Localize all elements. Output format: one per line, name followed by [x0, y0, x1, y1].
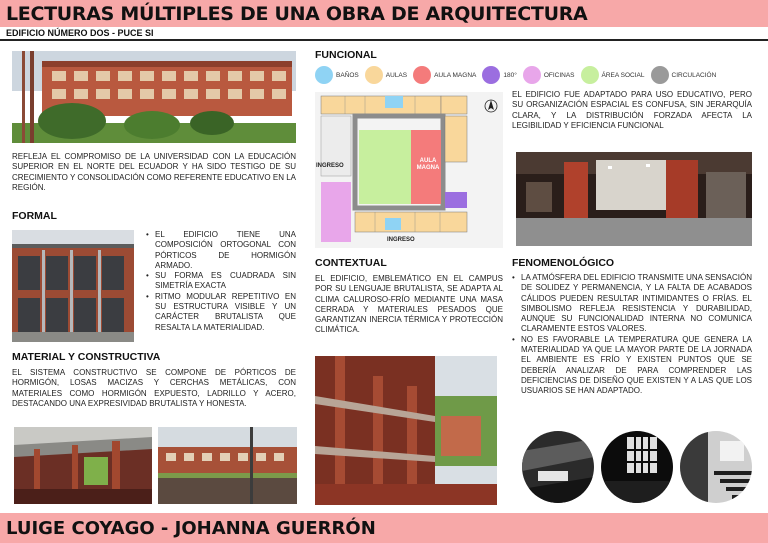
- fenomenologico-bullets: [512, 273, 752, 397]
- fenomenologico-bullet: • LA ATMÓSFERA DEL EDIFICIO TRANSMITE UNA SENSACIÓN DE SOLIDEZ Y PERMANENCIA, Y LA FALTA DE ACABADOS CÁLIDOS PUEDEN RESULTAR INTIMIDANTES O FRÍAS. EL SIMBOLISMO REFLEJA RESISTENCIA Y DURABILIDAD, AUNQUE SU FUNCIONALIDAD INTERNA NO COMUNICA CLARAMENTE ESTOS VALORES.: [512, 273, 752, 335]
- legend-item-circulacion: [651, 66, 717, 84]
- building-exterior-photo: [12, 51, 296, 143]
- legend-item-180: [482, 66, 516, 84]
- page-title: LECTURAS MÚLTIPLES DE UNA OBRA DE ARQUITECTURA: [6, 3, 588, 25]
- legend-swatch: [482, 66, 500, 84]
- legend-item-oficinas: [523, 66, 575, 84]
- page-subtitle: EDIFICIO NÚMERO DOS - PUCE SI: [6, 28, 154, 38]
- legend-label: AULAS: [385, 71, 408, 79]
- plan-label-entry-left: INGRESO: [316, 163, 344, 169]
- material-text: EL SISTEMA CONSTRUCTIVO SE COMPONE DE PÓRTICOS DE HORMIGÓN, LOSAS MACIZAS Y CERCHAS METÁLICAS, CON MATERIALES COMO HORMIGÓN EXPUESTO, LADRILLO Y ACERO, DESTACANDO UNA EXPRESIVIDAD BRUTALISTA Y HONESTA.: [12, 368, 296, 408]
- legend-swatch: [315, 66, 333, 84]
- legend-item-area-social: [581, 66, 645, 84]
- funcional-heading: FUNCIONAL: [315, 49, 377, 61]
- formal-heading: FORMAL: [12, 210, 57, 222]
- legend-swatch: [581, 66, 599, 84]
- material-heading: MATERIAL Y CONSTRUCTIVA: [12, 351, 161, 363]
- plan-label-entry-bottom: INGRESO: [387, 237, 415, 243]
- legend-swatch: [523, 66, 541, 84]
- legend-item-banos: [315, 66, 359, 84]
- header-divider: [0, 39, 768, 41]
- formal-facade-photo: [12, 230, 134, 342]
- formal-bullets: [146, 230, 296, 333]
- detail-photo-window: [601, 431, 673, 503]
- contextual-courtyard-photo: [315, 356, 497, 505]
- detail-photo-ceiling: [522, 431, 594, 503]
- plan-legend: [315, 66, 722, 84]
- legend-label: ÁREA SOCIAL: [601, 71, 645, 79]
- formal-bullet: • EL EDIFICIO TIENE UNA COMPOSICIÓN ORTOGONAL CON PÓRTICOS DE HORMIGÓN ARMADO.: [146, 230, 296, 271]
- legend-item-aula-magna: [413, 66, 476, 84]
- fenomenologico-bullet: • NO ES FAVORABLE LA TEMPERATURA QUE GENERA LA MATERIALIDAD YA QUE LA MAYOR PARTE DE LA JORNADA EL AMBIENTE ES FRÍO Y EXISTEN PUNTOS QUE SE DEBERÍA ANALIZAR DE PARA COMPRENDER LAS DEFICIENCIAS DE DISEÑO QUE EXISTEN Y A LAS QUE LOS USUARIOS SE HAN ADAPTADO.: [512, 335, 752, 397]
- material-corridor-photo: [14, 427, 152, 504]
- detail-photo-stairs: [680, 431, 752, 503]
- contextual-heading: CONTEXTUAL: [315, 257, 387, 269]
- formal-bullet: • RITMO MODULAR REPETITIVO EN SU ESTRUCTURA VISIBLE Y UN CARÁCTER BRUTALISTA QUE RESALTA LA MATERIALIDAD.: [146, 292, 296, 333]
- legend-label: OFICINAS: [543, 71, 575, 79]
- legend-swatch: [413, 66, 431, 84]
- legend-item-aulas: [365, 66, 407, 84]
- floor-plan: [315, 92, 503, 248]
- formal-bullet: • SU FORMA ES CUADRADA SIN SIMETRÍA EXACTA: [146, 271, 296, 292]
- fenomenologico-heading: FENOMENOLÓGICO: [512, 257, 615, 269]
- intro-text: REFLEJA EL COMPROMISO DE LA UNIVERSIDAD CON LA EDUCACIÓN SUPERIOR EN EL NORTE DEL ECUADOR Y HA SIDO TESTIGO DE SU CRECIMIENTO Y CONSOLIDACIÓN COMO REFERENTE EDUCATIVO EN LA REGIÓN.: [12, 152, 296, 192]
- legend-swatch: [651, 66, 669, 84]
- legend-swatch: [365, 66, 383, 84]
- contextual-text: EL EDIFICIO, EMBLEMÁTICO EN EL CAMPUS POR SU LENGUAJE BRUTALISTA, SE ADAPTA AL CLIMA CALUROSO-FRÍO MEDIANTE UNA MASA CERRADA Y MATERIALES PESADOS QUE GARANTIZAN INERCIA TÉRMICA Y PROTECCIÓN CLIMÁTICA.: [315, 274, 503, 335]
- funcional-text: EL EDIFICIO FUE ADAPTADO PARA USO EDUCATIVO, PERO SU ORGANIZACIÓN ESPACIAL ES CONFUSA, SIN JERARQUÍA CLARA, Y LA DISTRIBUCIÓN FORZADA AFECTA LA LEGIBILIDAD Y EFICIENCIA FUNCIONAL: [512, 90, 752, 130]
- interior-lobby-photo: [516, 152, 752, 246]
- plan-label-aula-magna: AULA MAGNA: [416, 158, 440, 171]
- material-exterior-photo: [158, 427, 297, 504]
- legend-label: BAÑOS: [336, 71, 359, 79]
- legend-label: CIRCULACIÓN: [671, 71, 717, 79]
- legend-label: AULA MAGNA: [434, 71, 477, 79]
- authors-footer: LUIGE COYAGO - JOHANNA GUERRÓN: [6, 518, 376, 539]
- legend-label: 180°: [503, 71, 517, 79]
